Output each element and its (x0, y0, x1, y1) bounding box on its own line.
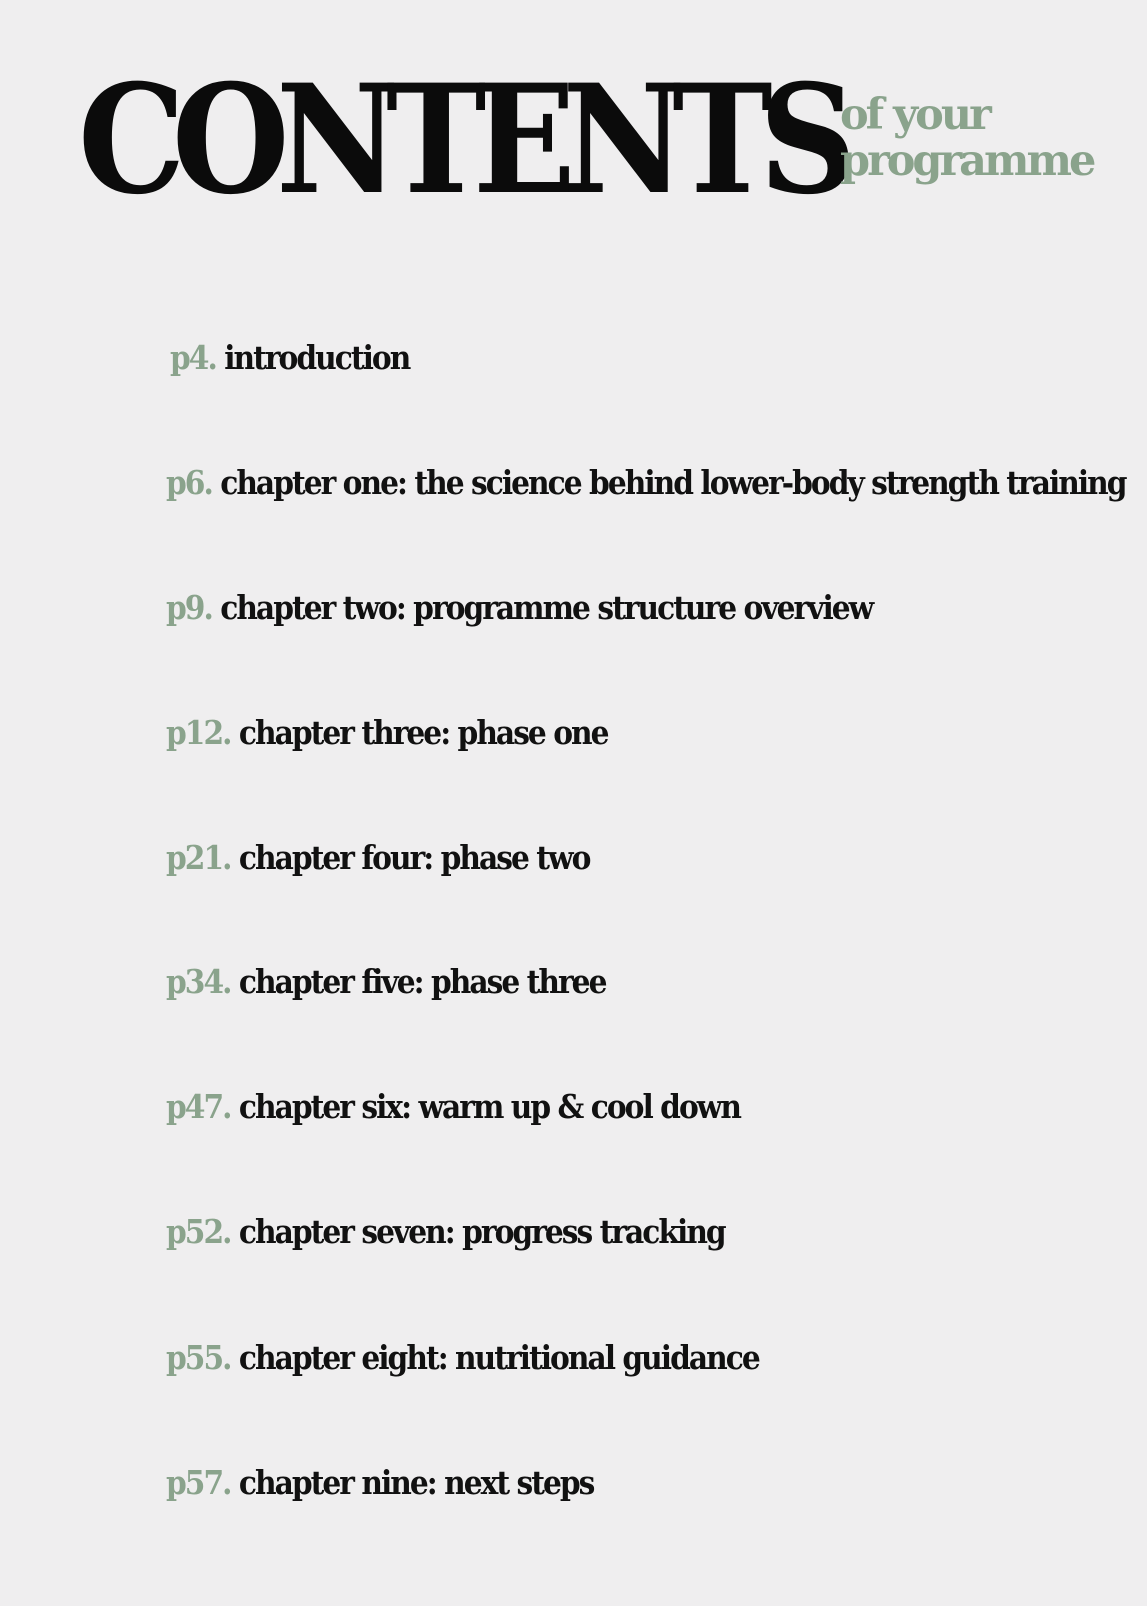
toc-page-number: p9. (166, 588, 212, 627)
page-header (78, 52, 1094, 228)
toc-page-number: p12. (166, 713, 231, 752)
toc-entry-chapter-seven[interactable] (166, 1212, 725, 1252)
page-title: CONTENTS (78, 52, 844, 228)
toc-page-number: p34. (166, 962, 231, 1001)
toc-entry-introduction[interactable] (170, 338, 409, 378)
toc-entry-title: chapter five: phase three (238, 962, 606, 1001)
toc-entry-title: chapter eight: nutritional guidance (238, 1338, 759, 1377)
toc-page-number: p21. (166, 838, 231, 877)
toc-entry-title: chapter nine: next steps (238, 1463, 594, 1502)
toc-page-number: p4. (170, 338, 216, 377)
subtitle-line-2: programme (840, 136, 1094, 186)
toc-page-number: p57. (166, 1463, 231, 1502)
toc-entry-chapter-six[interactable] (166, 1087, 740, 1127)
page-subtitle (840, 92, 1093, 184)
toc-page-number: p52. (166, 1212, 231, 1251)
toc-page-number: p47. (166, 1087, 231, 1126)
toc-entry-title: chapter four: phase two (238, 838, 590, 877)
toc-entry-chapter-two[interactable] (166, 588, 872, 628)
toc-entry-title: chapter two: programme structure overview (220, 588, 873, 627)
toc-entry-title: chapter three: phase one (238, 713, 608, 752)
toc-entry-chapter-eight[interactable] (166, 1338, 759, 1378)
subtitle-line-1: of your (840, 90, 989, 140)
toc-page-number: p55. (166, 1338, 231, 1377)
toc-entry-chapter-four[interactable] (166, 838, 589, 878)
toc-entry-title: introduction (224, 338, 410, 377)
toc-entry-title: chapter seven: progress tracking (238, 1212, 725, 1251)
toc-entry-chapter-nine[interactable] (166, 1463, 593, 1503)
toc-entry-title: chapter six: warm up & cool down (238, 1087, 740, 1126)
toc-entry-title: chapter one: the science behind lower-body strength training (220, 463, 1126, 502)
toc-entry-chapter-five[interactable] (166, 962, 606, 1002)
toc-entry-chapter-one[interactable] (166, 463, 1126, 503)
toc-entry-chapter-three[interactable] (166, 713, 608, 753)
toc-page-number: p6. (166, 463, 212, 502)
